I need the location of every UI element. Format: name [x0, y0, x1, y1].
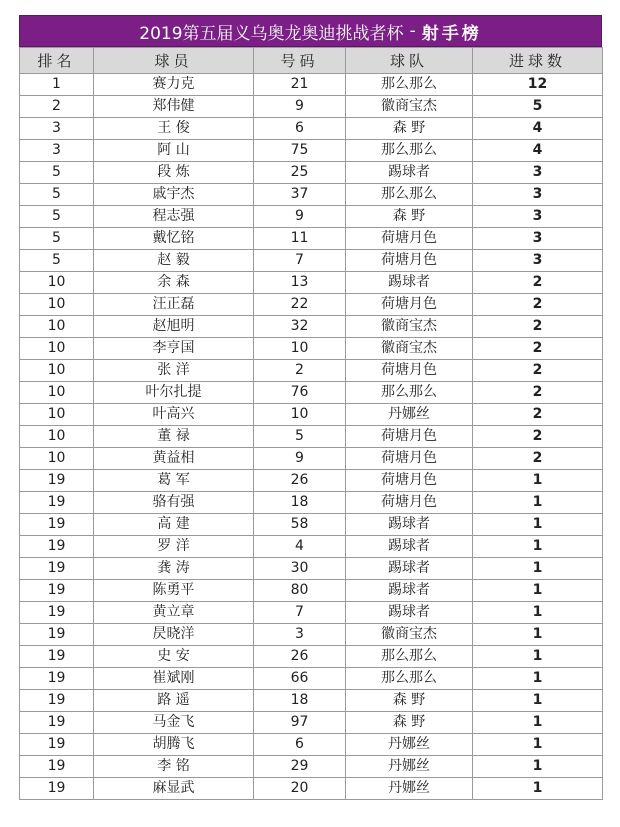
team-cell: 丹娜丝: [346, 734, 473, 756]
team-cell: 荷塘月色: [346, 250, 473, 272]
goals-cell: 2: [473, 382, 603, 404]
table-row: [20, 580, 603, 602]
number-cell: 6: [254, 734, 346, 756]
goals-cell: 2: [473, 272, 603, 294]
number-cell: 20: [254, 778, 346, 800]
team-cell: 那么那么: [346, 184, 473, 206]
team-cell: 踢球者: [346, 558, 473, 580]
scorers-sheet: [19, 15, 602, 800]
goals-cell: 1: [473, 602, 603, 624]
table-title: [19, 15, 602, 47]
goals-cell: 1: [473, 580, 603, 602]
number-cell: 5: [254, 426, 346, 448]
team-cell: 那么那么: [346, 140, 473, 162]
rank-cell: 1: [20, 74, 94, 96]
team-cell: 徽商宝杰: [346, 316, 473, 338]
table-row: [20, 536, 603, 558]
table-row: [20, 118, 603, 140]
goals-cell: 2: [473, 316, 603, 338]
number-cell: 66: [254, 668, 346, 690]
table-row: [20, 778, 603, 800]
rank-cell: 5: [20, 206, 94, 228]
goals-cell: 1: [473, 558, 603, 580]
goals-cell: 1: [473, 470, 603, 492]
table-row: [20, 448, 603, 470]
number-cell: 30: [254, 558, 346, 580]
team-cell: 那么那么: [346, 646, 473, 668]
player-cell: 叶尔扎提: [94, 382, 254, 404]
rank-cell: 10: [20, 404, 94, 426]
player-cell: 郑伟健: [94, 96, 254, 118]
rank-cell: 19: [20, 580, 94, 602]
player-cell: 麻显武: [94, 778, 254, 800]
team-cell: 徽商宝杰: [346, 338, 473, 360]
rank-cell: 19: [20, 646, 94, 668]
number-cell: 18: [254, 690, 346, 712]
player-cell: 赵旭明: [94, 316, 254, 338]
team-cell: 荷塘月色: [346, 360, 473, 382]
player-cell: 赵 毅: [94, 250, 254, 272]
table-row: [20, 624, 603, 646]
rank-cell: 19: [20, 602, 94, 624]
title-sub: 射手榜: [421, 23, 482, 44]
rank-cell: 10: [20, 426, 94, 448]
goals-cell: 1: [473, 514, 603, 536]
number-cell: 76: [254, 382, 346, 404]
number-cell: 29: [254, 756, 346, 778]
number-cell: 80: [254, 580, 346, 602]
table-row: [20, 426, 603, 448]
team-cell: 踢球者: [346, 536, 473, 558]
team-cell: 荷塘月色: [346, 448, 473, 470]
table-row: [20, 756, 603, 778]
header-number: 号码: [254, 48, 346, 74]
player-cell: 汪正磊: [94, 294, 254, 316]
goals-cell: 1: [473, 734, 603, 756]
table-row: [20, 470, 603, 492]
team-cell: 丹娜丝: [346, 404, 473, 426]
rank-cell: 19: [20, 690, 94, 712]
rank-cell: 10: [20, 382, 94, 404]
table-row: [20, 382, 603, 404]
header-row: [20, 48, 603, 74]
player-cell: 马金飞: [94, 712, 254, 734]
team-cell: 森 野: [346, 712, 473, 734]
number-cell: 7: [254, 602, 346, 624]
player-cell: 高 建: [94, 514, 254, 536]
player-cell: 葛 军: [94, 470, 254, 492]
table-row: [20, 492, 603, 514]
rank-cell: 19: [20, 492, 94, 514]
number-cell: 58: [254, 514, 346, 536]
table-row: [20, 96, 603, 118]
team-cell: 森 野: [346, 118, 473, 140]
goals-cell: 1: [473, 646, 603, 668]
player-cell: 程志强: [94, 206, 254, 228]
player-cell: 昃晓洋: [94, 624, 254, 646]
table-row: [20, 602, 603, 624]
player-cell: 赛力克: [94, 74, 254, 96]
rank-cell: 5: [20, 250, 94, 272]
team-cell: 那么那么: [346, 382, 473, 404]
table-row: [20, 294, 603, 316]
rank-cell: 19: [20, 470, 94, 492]
goals-cell: 3: [473, 184, 603, 206]
number-cell: 18: [254, 492, 346, 514]
number-cell: 2: [254, 360, 346, 382]
table-row: [20, 162, 603, 184]
header-player: 球员: [94, 48, 254, 74]
rank-cell: 19: [20, 558, 94, 580]
number-cell: 32: [254, 316, 346, 338]
team-cell: 森 野: [346, 206, 473, 228]
rank-cell: 5: [20, 184, 94, 206]
table-row: [20, 404, 603, 426]
table-row: [20, 228, 603, 250]
table-row: [20, 360, 603, 382]
player-cell: 胡腾飞: [94, 734, 254, 756]
player-cell: 骆有强: [94, 492, 254, 514]
goals-cell: 3: [473, 162, 603, 184]
number-cell: 9: [254, 206, 346, 228]
rank-cell: 19: [20, 712, 94, 734]
goals-cell: 1: [473, 756, 603, 778]
goals-cell: 1: [473, 536, 603, 558]
player-cell: 余 森: [94, 272, 254, 294]
team-cell: 荷塘月色: [346, 294, 473, 316]
header-team: 球队: [346, 48, 473, 74]
goals-cell: 4: [473, 118, 603, 140]
table-row: [20, 514, 603, 536]
goals-cell: 1: [473, 668, 603, 690]
player-cell: 戚宇杰: [94, 184, 254, 206]
number-cell: 10: [254, 338, 346, 360]
goals-cell: 2: [473, 404, 603, 426]
table-row: [20, 338, 603, 360]
rank-cell: 10: [20, 338, 94, 360]
number-cell: 26: [254, 646, 346, 668]
team-cell: 荷塘月色: [346, 470, 473, 492]
player-cell: 董 禄: [94, 426, 254, 448]
rank-cell: 5: [20, 228, 94, 250]
team-cell: 森 野: [346, 690, 473, 712]
table-row: [20, 250, 603, 272]
table-row: [20, 74, 603, 96]
number-cell: 6: [254, 118, 346, 140]
player-cell: 李亨国: [94, 338, 254, 360]
player-cell: 张 洋: [94, 360, 254, 382]
rank-cell: 10: [20, 294, 94, 316]
number-cell: 3: [254, 624, 346, 646]
table-row: [20, 668, 603, 690]
table-row: [20, 206, 603, 228]
goals-cell: 1: [473, 690, 603, 712]
table-row: [20, 646, 603, 668]
player-cell: 路 遥: [94, 690, 254, 712]
team-cell: 荷塘月色: [346, 492, 473, 514]
goals-cell: 12: [473, 74, 603, 96]
goals-cell: 2: [473, 426, 603, 448]
title-separator: -: [409, 21, 416, 41]
team-cell: 荷塘月色: [346, 426, 473, 448]
table-body: [20, 74, 603, 800]
rank-cell: 10: [20, 448, 94, 470]
team-cell: 踢球者: [346, 514, 473, 536]
player-cell: 史 安: [94, 646, 254, 668]
rank-cell: 2: [20, 96, 94, 118]
rank-cell: 19: [20, 756, 94, 778]
goals-cell: 1: [473, 624, 603, 646]
goals-cell: 1: [473, 712, 603, 734]
goals-cell: 5: [473, 96, 603, 118]
player-cell: 黄立章: [94, 602, 254, 624]
player-cell: 黄益相: [94, 448, 254, 470]
rank-cell: 3: [20, 118, 94, 140]
goals-cell: 2: [473, 360, 603, 382]
team-cell: 丹娜丝: [346, 778, 473, 800]
rank-cell: 19: [20, 778, 94, 800]
rank-cell: 10: [20, 360, 94, 382]
player-cell: 陈勇平: [94, 580, 254, 602]
table-row: [20, 712, 603, 734]
number-cell: 10: [254, 404, 346, 426]
team-cell: 踢球者: [346, 162, 473, 184]
team-cell: 踢球者: [346, 602, 473, 624]
number-cell: 22: [254, 294, 346, 316]
goals-cell: 2: [473, 448, 603, 470]
number-cell: 75: [254, 140, 346, 162]
team-cell: 徽商宝杰: [346, 624, 473, 646]
player-cell: 李 铭: [94, 756, 254, 778]
player-cell: 阿 山: [94, 140, 254, 162]
rank-cell: 19: [20, 536, 94, 558]
number-cell: 9: [254, 448, 346, 470]
goals-cell: 2: [473, 338, 603, 360]
rank-cell: 3: [20, 140, 94, 162]
player-cell: 罗 洋: [94, 536, 254, 558]
number-cell: 26: [254, 470, 346, 492]
goals-cell: 3: [473, 228, 603, 250]
player-cell: 崔斌刚: [94, 668, 254, 690]
table-row: [20, 558, 603, 580]
table-row: [20, 140, 603, 162]
table-row: [20, 184, 603, 206]
rank-cell: 19: [20, 734, 94, 756]
team-cell: 踢球者: [346, 272, 473, 294]
player-cell: 段 炼: [94, 162, 254, 184]
goals-cell: 1: [473, 778, 603, 800]
number-cell: 4: [254, 536, 346, 558]
rank-cell: 10: [20, 272, 94, 294]
scorers-table: [19, 47, 603, 800]
team-cell: 那么那么: [346, 74, 473, 96]
header-goals: 进球数: [473, 48, 603, 74]
title-main: 2019第五届义乌奥龙奥迪挑战者杯: [139, 23, 404, 44]
number-cell: 97: [254, 712, 346, 734]
number-cell: 11: [254, 228, 346, 250]
player-cell: 王 俊: [94, 118, 254, 140]
team-cell: 丹娜丝: [346, 756, 473, 778]
player-cell: 叶高兴: [94, 404, 254, 426]
header-rank: 排名: [20, 48, 94, 74]
team-cell: 徽商宝杰: [346, 96, 473, 118]
number-cell: 21: [254, 74, 346, 96]
number-cell: 37: [254, 184, 346, 206]
goals-cell: 3: [473, 250, 603, 272]
table-row: [20, 690, 603, 712]
table-row: [20, 272, 603, 294]
goals-cell: 2: [473, 294, 603, 316]
goals-cell: 4: [473, 140, 603, 162]
rank-cell: 19: [20, 514, 94, 536]
table-row: [20, 316, 603, 338]
goals-cell: 3: [473, 206, 603, 228]
team-cell: 荷塘月色: [346, 228, 473, 250]
rank-cell: 19: [20, 668, 94, 690]
team-cell: 踢球者: [346, 580, 473, 602]
goals-cell: 1: [473, 492, 603, 514]
rank-cell: 10: [20, 316, 94, 338]
number-cell: 9: [254, 96, 346, 118]
number-cell: 13: [254, 272, 346, 294]
team-cell: 那么那么: [346, 668, 473, 690]
number-cell: 7: [254, 250, 346, 272]
number-cell: 25: [254, 162, 346, 184]
table-row: [20, 734, 603, 756]
player-cell: 龚 涛: [94, 558, 254, 580]
player-cell: 戴忆铭: [94, 228, 254, 250]
rank-cell: 19: [20, 624, 94, 646]
rank-cell: 5: [20, 162, 94, 184]
